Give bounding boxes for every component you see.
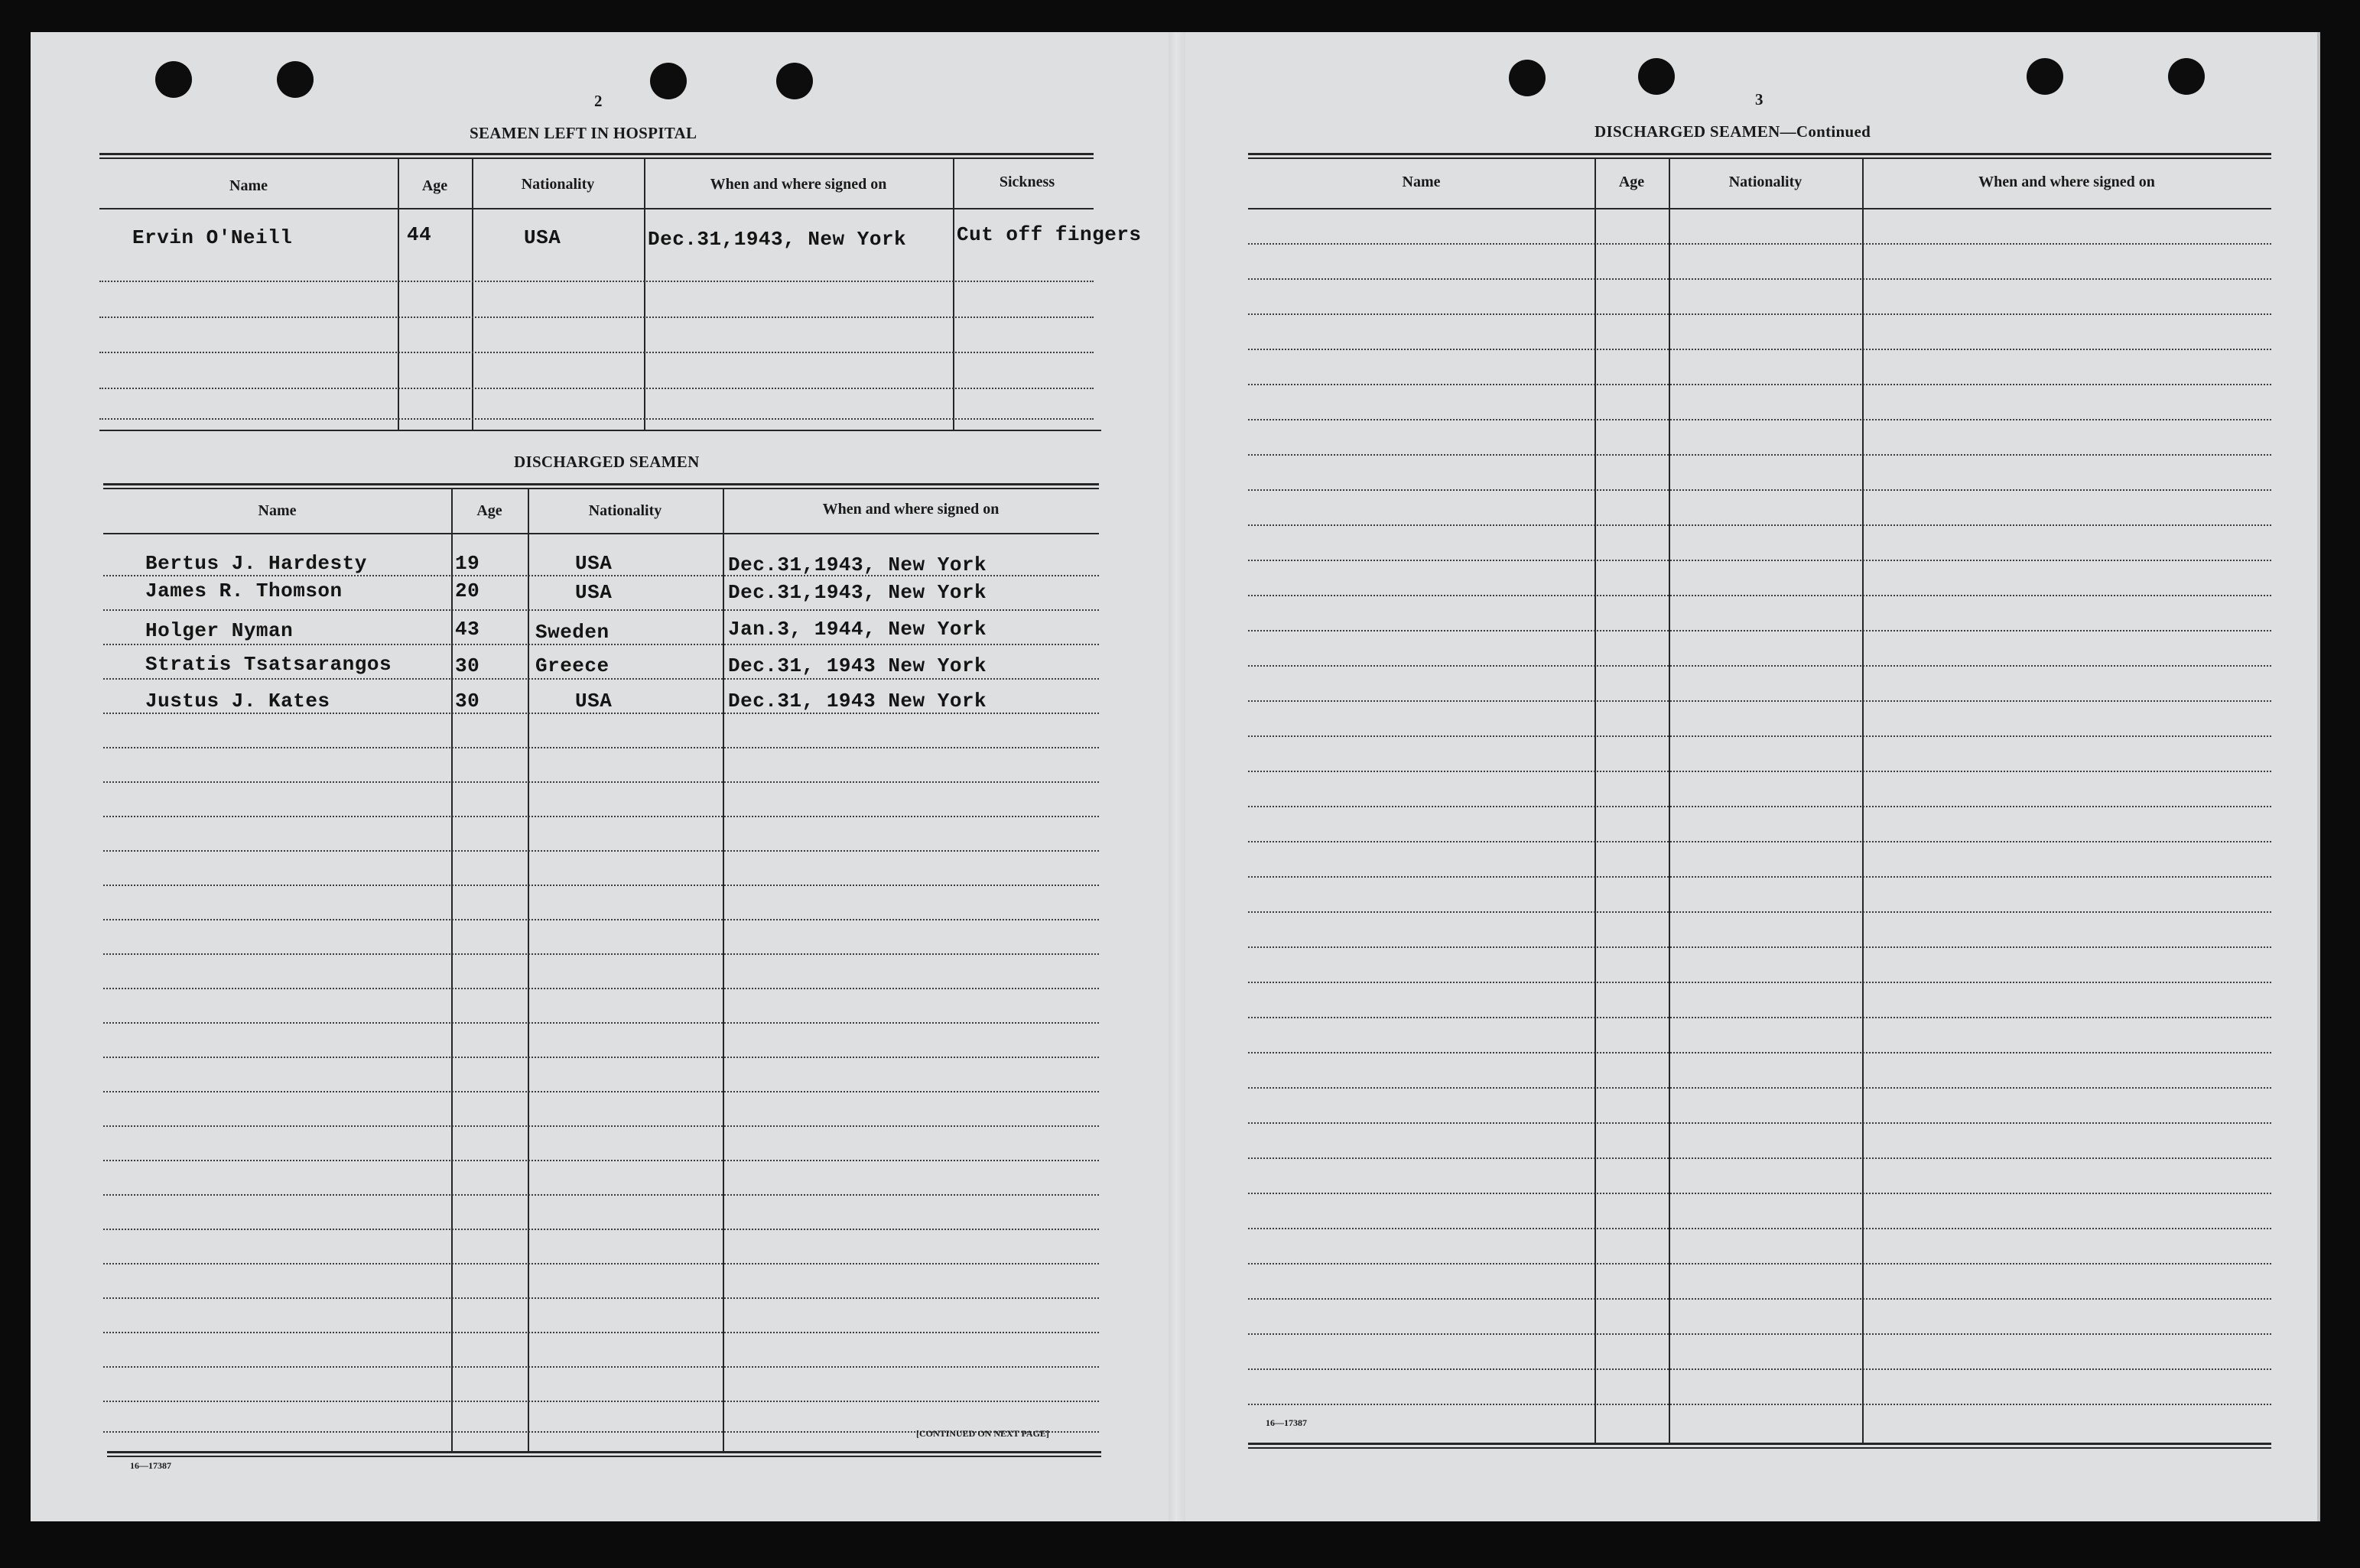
age-cell: 30 bbox=[455, 654, 480, 677]
column-header-signed-on: When and where signed on bbox=[710, 176, 887, 193]
name-cell: Justus J. Kates bbox=[145, 690, 330, 713]
form-number: 16—17387 bbox=[1266, 1417, 1307, 1428]
name-cell: Ervin O'Neill bbox=[132, 226, 293, 249]
form-number: 16—17387 bbox=[130, 1460, 171, 1471]
nationality-cell: USA bbox=[575, 581, 613, 604]
column-header-name: Name bbox=[258, 502, 297, 519]
signed-on-cell: Dec.31, 1943 New York bbox=[728, 690, 987, 713]
signed-on-cell: Dec.31, 1943 New York bbox=[728, 654, 987, 677]
title-suffix: —Continued bbox=[1780, 122, 1871, 141]
punch-hole bbox=[155, 61, 192, 98]
nationality-cell: Greece bbox=[535, 654, 610, 677]
column-header-nationality: Nationality bbox=[521, 176, 595, 193]
age-cell: 43 bbox=[455, 618, 480, 641]
nationality-cell: Sweden bbox=[535, 621, 610, 644]
document-sheet bbox=[31, 32, 2320, 1521]
sickness-cell: Cut off fingers bbox=[957, 223, 1142, 246]
title-text: DISCHARGED SEAMEN bbox=[1594, 122, 1780, 141]
column-header-signed-on: When and where signed on bbox=[1978, 174, 2155, 190]
name-cell: Holger Nyman bbox=[145, 619, 294, 642]
punch-hole bbox=[650, 63, 687, 99]
nationality-cell: USA bbox=[575, 690, 613, 713]
column-header-nationality: Nationality bbox=[1728, 174, 1803, 190]
age-cell: 19 bbox=[455, 552, 480, 575]
discharged-continued-title bbox=[1594, 122, 1871, 141]
page-number: 2 bbox=[594, 92, 603, 110]
column-header-age: Age bbox=[421, 177, 448, 194]
signed-on-cell: Dec.31,1943, New York bbox=[648, 228, 907, 251]
column-header-age: Age bbox=[476, 502, 502, 519]
signed-on-cell: Dec.31,1943, New York bbox=[728, 581, 987, 604]
column-header-name: Name bbox=[1402, 174, 1441, 190]
punch-hole bbox=[1509, 60, 1546, 96]
discharged-section-title: DISCHARGED SEAMEN bbox=[514, 453, 700, 471]
age-cell: 44 bbox=[407, 223, 432, 246]
column-header-signed-on: When and where signed on bbox=[822, 501, 1000, 518]
name-cell: Stratis Tsatsarangos bbox=[145, 653, 392, 676]
column-header-nationality: Nationality bbox=[588, 502, 662, 519]
name-cell: Bertus J. Hardesty bbox=[145, 552, 367, 575]
age-cell: 20 bbox=[455, 579, 480, 602]
nationality-cell: USA bbox=[524, 226, 561, 249]
punch-hole bbox=[2027, 58, 2063, 95]
signed-on-cell: Dec.31,1943, New York bbox=[728, 554, 987, 576]
age-cell: 30 bbox=[455, 690, 480, 713]
column-header-sickness: Sickness bbox=[999, 174, 1055, 190]
column-header-age: Age bbox=[1618, 174, 1645, 190]
name-cell: James R. Thomson bbox=[145, 579, 343, 602]
column-header-name: Name bbox=[229, 177, 268, 194]
punch-hole bbox=[2168, 58, 2205, 95]
punch-hole bbox=[1638, 58, 1675, 95]
signed-on-cell: Jan.3, 1944, New York bbox=[728, 618, 987, 641]
continued-note: [CONTINUED ON NEXT PAGE] bbox=[916, 1428, 1049, 1439]
page-fold bbox=[1169, 32, 1185, 1521]
hospital-section-title: SEAMEN LEFT IN HOSPITAL bbox=[470, 124, 697, 142]
page-number: 3 bbox=[1755, 90, 1763, 109]
nationality-cell: USA bbox=[575, 552, 613, 575]
punch-hole bbox=[776, 63, 813, 99]
punch-hole bbox=[277, 61, 314, 98]
